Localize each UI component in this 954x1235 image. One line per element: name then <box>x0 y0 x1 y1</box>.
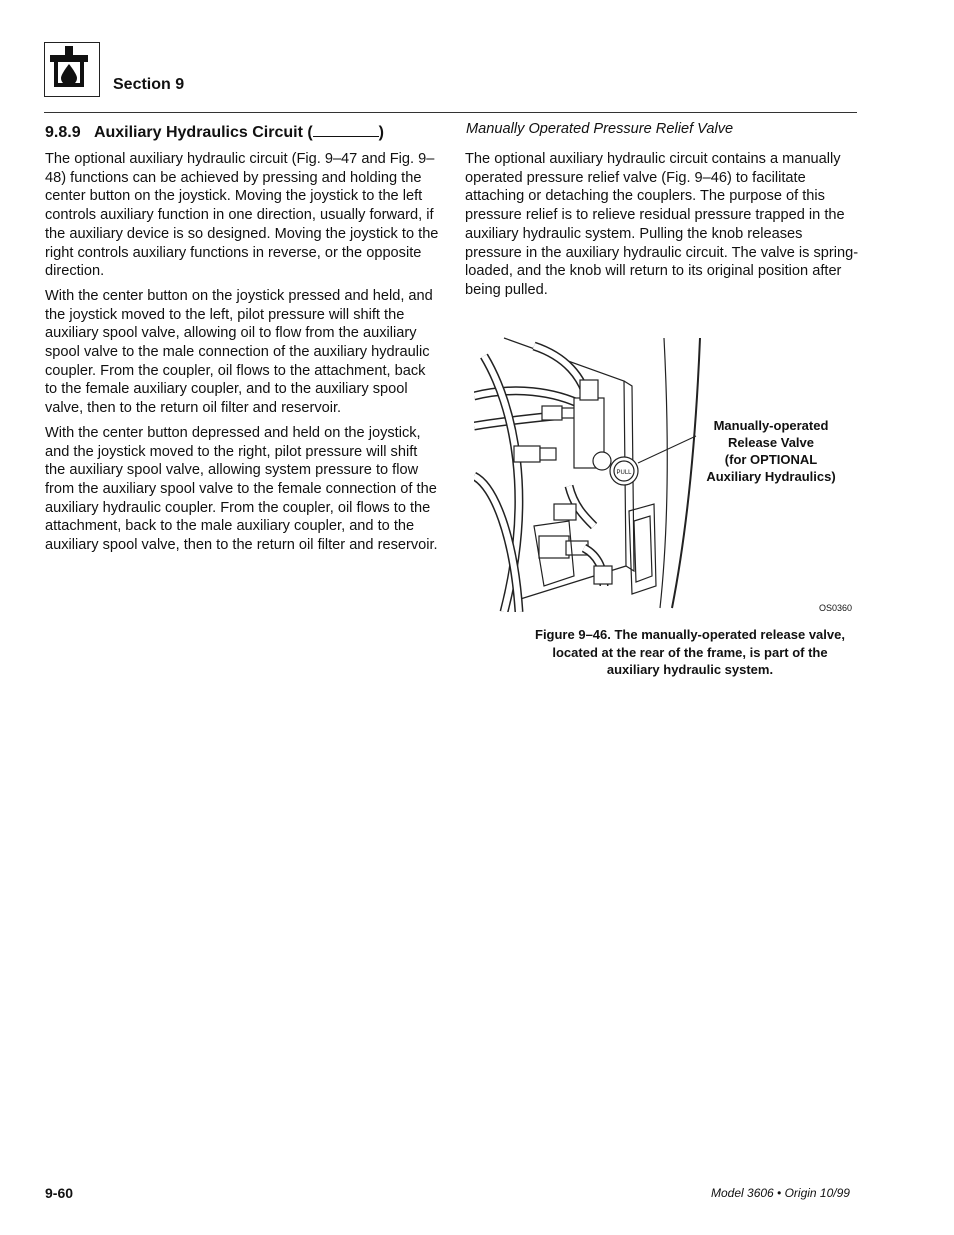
callout-line-3: (for OPTIONAL <box>724 452 818 467</box>
right-column <box>465 150 860 300</box>
heading-blank-line <box>313 122 379 137</box>
header-divider <box>44 112 857 113</box>
model-origin: Model 3606 • Origin 10/99 <box>711 1186 850 1200</box>
heading-close: ) <box>378 124 384 141</box>
section-label: Section 9 <box>113 76 185 93</box>
hydraulic-oil-drop-icon <box>44 42 100 97</box>
callout-line-1: Manually-operated <box>713 418 829 433</box>
callout-line-4: Auxiliary Hydraulics) <box>706 469 836 484</box>
figure-code: OS0360 <box>819 603 853 613</box>
release-valve-callout <box>700 417 842 485</box>
paragraph-1: The optional auxiliary hydraulic circuit (Fig. 9–47 and Fig. 9–48) functions can be achieved by pressing and holding the center button on the joystick. Moving the joystick to the left controls auxiliary function in one direction, usually forward, if the auxiliary device is so designed. Moving the joystick to the right controls auxiliary functions in reverse, or the opposite direction. <box>45 151 439 280</box>
pull-knob-label: PULL <box>616 470 632 476</box>
figure-caption <box>470 626 910 679</box>
page-number: 9-60 <box>45 1185 74 1201</box>
paragraph-2: With the center button on the joystick pressed and held, and the joystick moved to the left, pilot pressure will shift the auxiliary spool valve, allowing oil to flow from the auxiliary spool valve to the male connection of the auxiliary hydraulic coupler. From the coupler, oil flows to the attachment, back to the female auxiliary coupler, and to the auxiliary spool valve, then to the return oil filter and reservoir. <box>45 287 433 417</box>
relief-valve-paragraph: The optional auxiliary hydraulic circuit contains a manually operated pressure relief valve (Fig. 9–46) to facilitate attaching or detaching the couplers. The purpose of this pressure relief is to relieve residual pressure trapped in the auxiliary hydraulic system. Pulling the knob releases pressure in the auxiliary hydraulic circuit. The valve is spring-loaded, and the knob will return to its original position after being pulled. <box>465 151 859 298</box>
caption-line-2: located at the rear of the frame, is part of the <box>552 644 828 660</box>
callout-line-2: Release Valve <box>727 435 815 450</box>
left-column <box>45 150 440 561</box>
heading-title: Auxiliary Hydraulics Circuit ( <box>93 124 313 141</box>
heading-number: 9.8.9 <box>45 124 81 141</box>
caption-line-1: Figure 9–46. The manually-operated release valve, <box>535 627 845 642</box>
subheading: Manually Operated Pressure Relief Valve <box>466 121 734 137</box>
section-heading <box>45 122 384 142</box>
paragraph-3: With the center button depressed and held on the joystick, and the joystick moved to the right, pilot pressure will shift the auxiliary spool valve, allowing system pressure to flow from the auxiliary spool valve to the female connection of the auxiliary hydraulic coupler. From the coupler, oil flows to the attachment, back to the male auxiliary coupler, and to the auxiliary spool valve, then to the return oil filter and reservoir. <box>45 424 438 554</box>
caption-line-3: auxiliary hydraulic system. <box>606 662 774 677</box>
